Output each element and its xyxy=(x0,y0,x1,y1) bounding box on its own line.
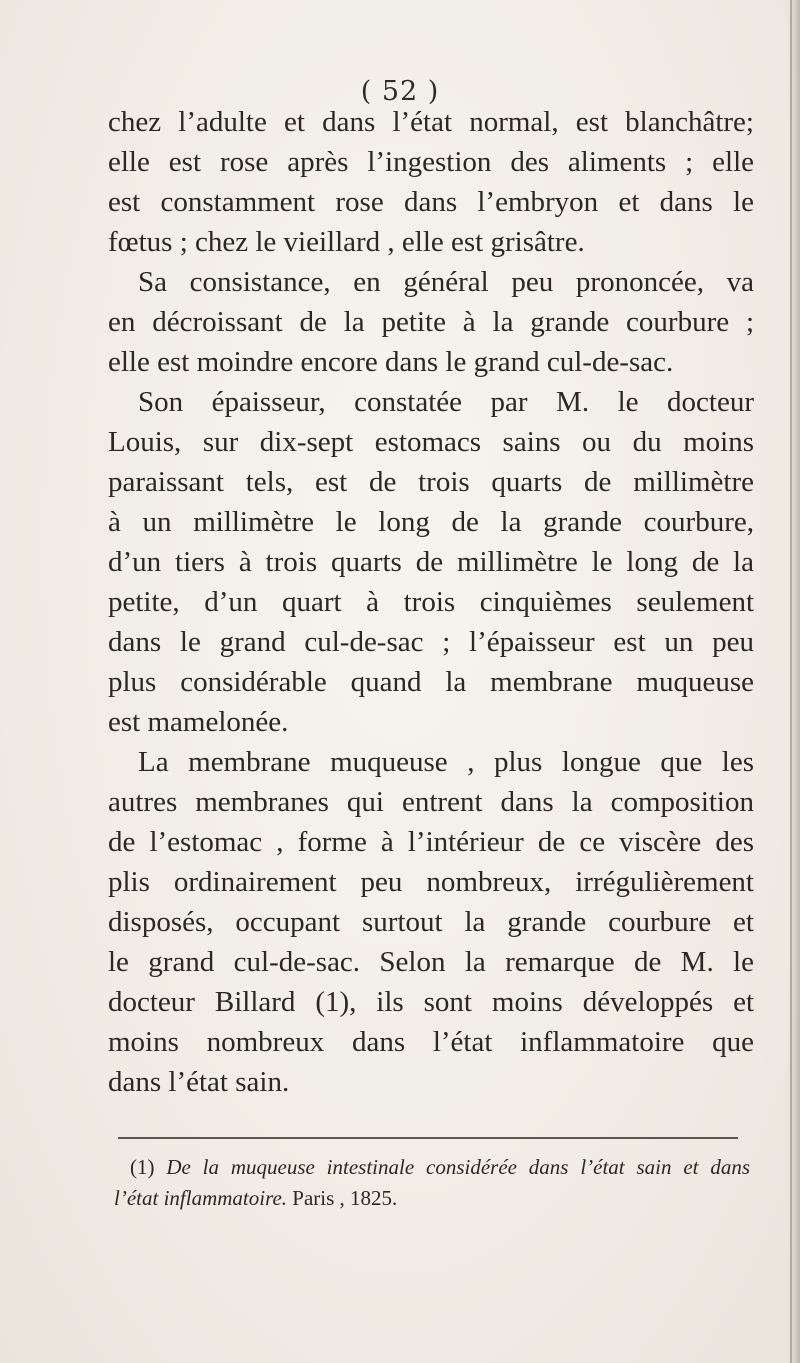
text-line: disposés, occupant surtout la grande courbure et xyxy=(108,906,754,938)
footnote-title-part1: De la muqueuse intestinale considérée dans l’état sain et dans xyxy=(166,1155,750,1179)
footnote-title-part2: l’état inflammatoire. xyxy=(114,1186,288,1210)
text-line: d’un tiers à trois quarts de millimètre le long de la xyxy=(108,546,754,578)
text-line: en décroissant de la petite à la grande courbure ; xyxy=(108,306,754,338)
text-line: de l’estomac , forme à l’intérieur de ce viscère des xyxy=(108,826,754,858)
page-number: ( 52 ) xyxy=(360,76,440,107)
text-line: dans le grand cul-de-sac ; l’épaisseur est un peu xyxy=(108,626,754,658)
text-line: paraissant tels, est de trois quarts de millimètre xyxy=(108,466,754,498)
text-line: est constamment rose dans l’embryon et dans le xyxy=(108,186,754,218)
text-line: La membrane muqueuse , plus longue que les xyxy=(138,746,754,778)
text-line: Sa consistance, en général peu prononcée, va xyxy=(138,266,754,298)
text-line: moins nombreux dans l’état inflammatoire que xyxy=(108,1026,754,1058)
footnote xyxy=(114,1152,750,1214)
text-line: elle est rose après l’ingestion des aliments ; elle xyxy=(108,146,754,178)
page-edge-line xyxy=(790,0,792,1363)
text-line: chez l’adulte et dans l’état normal, est blanchâtre; xyxy=(108,106,754,138)
footnote-divider xyxy=(118,1137,738,1139)
text-line: plus considérable quand la membrane muqueuse xyxy=(108,666,754,698)
footnote-imprint: Paris , 1825. xyxy=(292,1186,398,1210)
text-line: le grand cul-de-sac. Selon la remarque de M. le xyxy=(108,946,754,978)
body-text xyxy=(108,102,754,1102)
text-line: fœtus ; chez le vieillard , elle est grisâtre. xyxy=(108,226,585,258)
text-line: docteur Billard (1), ils sont moins développés et xyxy=(108,986,754,1018)
text-line: Son épaisseur, constatée par M. le docteur xyxy=(138,386,754,418)
footnote-line xyxy=(130,1152,750,1183)
text-line: à un millimètre le long de la grande courbure, xyxy=(108,506,754,538)
text-line: elle est moindre encore dans le grand cul-de-sac. xyxy=(108,346,674,378)
footnote-line xyxy=(114,1183,750,1214)
text-line: est mamelonée. xyxy=(108,706,289,738)
text-line: petite, d’un quart à trois cinquièmes seulement xyxy=(108,586,754,618)
text-line: autres membranes qui entrent dans la composition xyxy=(108,786,754,818)
text-line: Louis, sur dix-sept estomacs sains ou du moins xyxy=(108,426,754,458)
footnote-marker: (1) xyxy=(130,1155,155,1179)
text-line: dans l’état sain. xyxy=(108,1066,290,1098)
text-line: plis ordinairement peu nombreux, irrégulièrement xyxy=(108,866,754,898)
